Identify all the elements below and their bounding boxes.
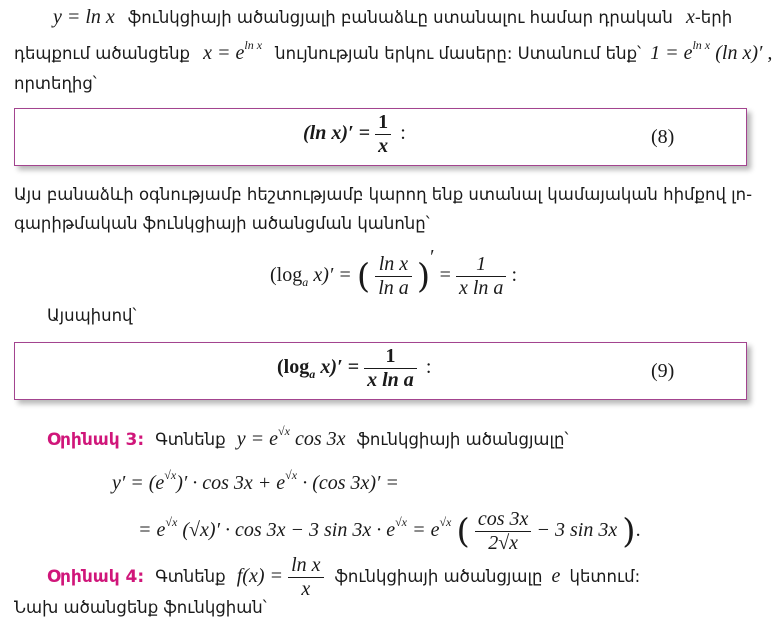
left-paren-2: ( bbox=[456, 511, 470, 552]
deriv-l2-d: − 3 sin 3x bbox=[536, 519, 618, 541]
equation-number-9: (9) bbox=[651, 360, 675, 382]
example-4-den: x bbox=[288, 577, 323, 601]
deriv-l1-c: · (cos 3x)′ = bbox=[302, 472, 399, 494]
example-4-formula: f(x) = bbox=[236, 565, 283, 587]
derivation-line-2 bbox=[138, 508, 641, 555]
example-4-text-c: կետում: bbox=[569, 567, 641, 586]
eq-log-colon: : bbox=[511, 264, 518, 286]
line-2-text-b: նույնության երկու մասերը: Ստանում ենք՝ bbox=[275, 44, 641, 63]
deriv-l2-end: . bbox=[635, 519, 641, 541]
example-4-num: ln x bbox=[291, 554, 321, 576]
left-paren: ( bbox=[356, 256, 371, 297]
line-2-text-a: դեպքում ածանցենք bbox=[14, 44, 191, 63]
formula-8-lhs: (ln x)′ = bbox=[303, 122, 371, 144]
equation-number-8: (8) bbox=[651, 126, 675, 148]
example-4-point: e bbox=[551, 565, 561, 587]
example-4-line bbox=[47, 554, 640, 601]
eq-log-lhs: (log bbox=[270, 264, 303, 286]
example-3-formula-tail: cos 3x bbox=[295, 428, 346, 450]
example-3-text-b: ֆունկցիայի ածանցյալը՝ bbox=[356, 430, 569, 449]
example-3-formula: y = e bbox=[236, 428, 278, 450]
deriv-l1-a: y′ = (e bbox=[112, 472, 165, 494]
eq-log-fraction-1 bbox=[375, 253, 412, 300]
deriv-l2-exp-3: √x bbox=[439, 515, 452, 529]
equation-log-derivative bbox=[270, 246, 517, 300]
formula-8-numerator: 1 bbox=[378, 111, 389, 133]
formula-9-lhs-tail: x)′ = bbox=[320, 356, 359, 378]
line-3-text: որտեղից՝ bbox=[14, 74, 97, 93]
formula-8 bbox=[303, 111, 406, 158]
eq-log-equals: = bbox=[439, 264, 451, 286]
example-4-fraction bbox=[288, 554, 323, 601]
deriv-l1-b: )′ · cos 3x + e bbox=[176, 472, 286, 494]
deriv-l2-den: 2√x bbox=[475, 531, 532, 555]
deriv-l1-exp-2: √x bbox=[285, 468, 298, 482]
formula-y-ln-x: y = ln x bbox=[53, 6, 115, 28]
eq-log-num-1: ln x bbox=[378, 253, 409, 275]
formula-9-numerator: 1 bbox=[385, 345, 396, 367]
example-4-text-b: ֆունկցիայի ածանցյալը bbox=[334, 567, 543, 586]
deriv-l2-exp-2: √x bbox=[395, 515, 407, 529]
example-4-label: Օրինակ 4: bbox=[47, 567, 145, 587]
line-2 bbox=[14, 38, 772, 65]
thus-text: Այսպիսով՝ bbox=[47, 306, 137, 325]
last-line-text: Նախ ածանցենք ֆունկցիան՝ bbox=[14, 598, 267, 617]
formula-8-colon: : bbox=[400, 122, 406, 144]
formula-9-base: a bbox=[309, 367, 316, 381]
example-3-exponent: √x bbox=[277, 424, 290, 438]
eq-log-base: a bbox=[302, 275, 309, 289]
line-1 bbox=[53, 6, 732, 29]
example-3-label: Օրինակ 3: bbox=[47, 430, 145, 450]
deriv-l2-exp-1: √x bbox=[165, 515, 178, 529]
deriv-l1-exp-1: √x bbox=[164, 468, 177, 482]
formula-1-eq-e: 1 = e bbox=[650, 42, 693, 64]
formula-9-denominator: x ln a bbox=[364, 368, 417, 392]
example-4-text-a: Գտնենք bbox=[155, 567, 226, 586]
eq-log-fraction-2 bbox=[456, 253, 506, 300]
eq-log-prime: ′ bbox=[430, 246, 435, 268]
eq-log-num-2: 1 bbox=[476, 253, 487, 275]
formula-x: x bbox=[685, 6, 695, 28]
eq-log-den-1: ln a bbox=[375, 276, 412, 300]
deriv-l2-fraction bbox=[475, 508, 532, 555]
deriv-l2-c: = e bbox=[412, 519, 440, 541]
deriv-l2-num: cos 3x bbox=[477, 508, 529, 530]
line-1-text: ֆունկցիայի ածանցյալի բանաձևը ստանալու համար դրական bbox=[127, 8, 673, 27]
derivation-line-1 bbox=[112, 468, 399, 495]
formula-x-eq-e: x = e bbox=[203, 42, 245, 64]
right-paren: ) bbox=[416, 256, 431, 297]
example-3-line bbox=[47, 424, 568, 451]
deriv-l2-a: = e bbox=[138, 519, 166, 541]
formula-9-colon: : bbox=[425, 356, 432, 378]
right-paren-2: ) bbox=[622, 511, 636, 552]
formula-8-denominator: x bbox=[375, 134, 391, 158]
formula-box-8 bbox=[14, 108, 747, 166]
para-2-line-1: Այս բանաձևի օգնությամբ հեշտությամբ կարող ենք ստանալ կամայական հիմքով լո- bbox=[14, 185, 753, 204]
para-2-line-2: գարիթմական ֆունկցիայի ածանցման կանոնը՝ bbox=[14, 214, 430, 233]
deriv-l2-b: (√x)′ · cos 3x − 3 sin 3x · e bbox=[182, 519, 396, 541]
eq-log-lhs-tail: x)′ = bbox=[313, 264, 352, 286]
eq-log-den-2: x ln a bbox=[456, 276, 506, 300]
formula-1-eq-e-exponent: ln x bbox=[692, 38, 711, 52]
formula-9-lhs: (log bbox=[277, 356, 310, 378]
formula-9 bbox=[277, 345, 431, 392]
formula-8-fraction bbox=[375, 111, 391, 158]
formula-box-9 bbox=[14, 342, 747, 400]
line-1-suffix: -երի bbox=[694, 8, 733, 27]
formula-x-eq-e-exponent: ln x bbox=[244, 38, 263, 52]
formula-ln-x-prime: (ln x)′ , bbox=[715, 42, 772, 64]
example-3-text-a: Գտնենք bbox=[155, 430, 226, 449]
formula-9-fraction bbox=[364, 345, 417, 392]
